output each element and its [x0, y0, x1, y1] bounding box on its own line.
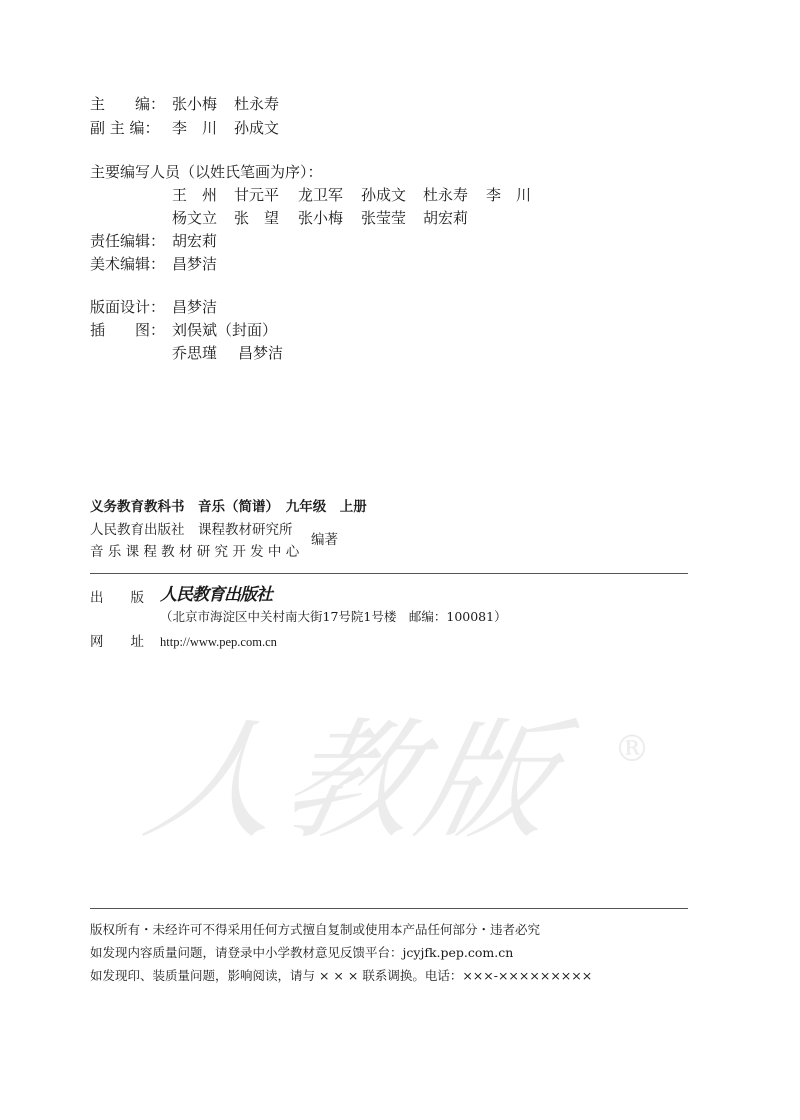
book-org-1: 人民教育出版社 课程教材研究所: [90, 522, 293, 538]
writer-name: 杨文立: [172, 209, 218, 227]
book-org-2: 音 乐 课 程 教 材 研 究 开 发 中 心: [90, 544, 300, 560]
chief-editor-name-2: 杜永寿: [234, 95, 280, 113]
feedback-notice: 如发现内容质量问题，请登录中小学教材意见反馈平台：jcyjfk.pep.com.cn: [90, 945, 514, 960]
responsible-editor-name: 胡宏莉: [172, 232, 218, 250]
writer-name: 张莹莹: [361, 209, 407, 227]
publisher-logo: 人民教育出版社: [160, 585, 272, 605]
writer-name: 王 州: [172, 186, 218, 204]
writer-name: 甘元平: [234, 186, 280, 204]
chief-editor-label: 主 编：: [90, 95, 166, 113]
publisher-address: （北京市海淀区中关村南大街17号院1号楼 邮编：100081）: [160, 609, 507, 624]
illustration-name: 乔思瑾: [172, 344, 218, 362]
writers-label: 主要编写人员（以姓氏笔画为序）：: [90, 163, 323, 181]
deputy-editor-name-1: 李 川: [172, 119, 218, 137]
divider-top: [90, 573, 688, 574]
website-label: 网 址: [90, 634, 144, 650]
writer-name: 孙成文: [361, 186, 407, 204]
writer-name: 杜永寿: [423, 186, 469, 204]
writer-name: 张 望: [234, 209, 280, 227]
illustration-label: 插 图：: [90, 321, 166, 339]
responsible-editor-label: 责任编辑：: [90, 232, 166, 250]
writer-name: 龙卫军: [298, 186, 344, 204]
book-title: 义务教育教科书 音乐（简谱） 九年级 上册: [90, 499, 367, 515]
divider-bottom: [90, 908, 688, 909]
watermark-registered-mark: ®: [614, 729, 650, 770]
layout-design-label: 版面设计：: [90, 298, 166, 316]
writer-name: 李 川: [486, 186, 532, 204]
art-editor-name: 昌梦洁: [172, 255, 218, 273]
deputy-editor-name-2: 孙成文: [234, 119, 280, 137]
publisher-label: 出 版: [90, 590, 144, 606]
illustration-name: 昌梦洁: [238, 344, 284, 362]
writer-name: 胡宏莉: [423, 209, 469, 227]
print-quality-notice: 如发现印、装质量问题，影响阅读，请与 × × × 联系调换。电话：×××-×××××××××: [90, 968, 593, 983]
deputy-editor-label: 副 主 编：: [90, 119, 160, 137]
illustration-line-1: 刘俣斌（封面）: [172, 321, 278, 339]
chief-editor-name-1: 张小梅: [172, 95, 218, 113]
layout-design-name: 昌梦洁: [172, 298, 218, 316]
watermark-logo: 人教版: [133, 705, 575, 857]
art-editor-label: 美术编辑：: [90, 255, 166, 273]
book-compiled: 编著: [311, 532, 338, 548]
copyright-notice: 版权所有・未经许可不得采用任何方式擅自复制或使用本产品任何部分・违者必究: [90, 922, 541, 937]
writer-name: 张小梅: [298, 209, 344, 227]
website-url[interactable]: http://www.pep.com.cn: [160, 635, 277, 649]
